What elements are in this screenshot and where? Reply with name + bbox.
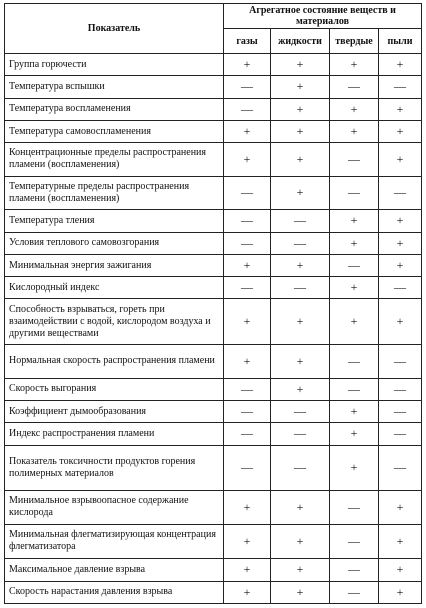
row-label: Минимальное взрывоопасное содержание кислорода (5, 491, 224, 524)
value-mark: — (348, 562, 360, 577)
value-mark: — (294, 235, 306, 250)
value-mark: + (350, 314, 358, 329)
row-label: Группа горючести (5, 54, 224, 76)
value-cell (330, 176, 379, 209)
value-mark: — (241, 426, 253, 441)
value-mark: + (350, 124, 358, 139)
value-cell (224, 254, 271, 276)
table-row (5, 54, 422, 76)
value-mark: — (348, 499, 360, 514)
value-cell (224, 120, 271, 142)
value-cell (271, 120, 330, 142)
value-mark: + (243, 124, 251, 139)
value-mark: — (241, 460, 253, 475)
table-row (5, 400, 422, 422)
value-cell (224, 76, 271, 98)
value-cell (224, 176, 271, 209)
value-mark: + (243, 151, 251, 166)
value-cell (224, 400, 271, 422)
value-mark: — (294, 213, 306, 228)
value-cell (379, 120, 422, 142)
value-mark: + (350, 460, 358, 475)
value-cell (379, 76, 422, 98)
value-mark: + (296, 124, 304, 139)
table-row (5, 98, 422, 120)
value-cell (379, 232, 422, 254)
value-mark: — (348, 258, 360, 272)
table-row (5, 559, 422, 581)
value-mark: + (243, 258, 251, 272)
value-cell (271, 581, 330, 604)
value-mark: — (348, 185, 360, 200)
value-mark: + (396, 124, 404, 139)
value-cell (271, 423, 330, 445)
value-mark: + (296, 185, 304, 200)
value-mark: + (296, 562, 304, 577)
value-cell (330, 210, 379, 232)
value-cell (271, 299, 330, 345)
value-cell (271, 277, 330, 299)
value-mark: + (350, 404, 358, 419)
value-cell (379, 277, 422, 299)
value-mark: + (243, 57, 251, 72)
value-cell (224, 445, 271, 491)
value-mark: + (243, 499, 251, 514)
value-cell (271, 54, 330, 76)
table-row (5, 254, 422, 276)
value-mark: + (296, 381, 304, 396)
value-cell (379, 254, 422, 276)
table-row (5, 524, 422, 559)
value-mark: + (243, 562, 251, 577)
value-cell (330, 277, 379, 299)
state-group-header: Агрегатное состояние веществ и материалов (224, 4, 422, 29)
table-row (5, 277, 422, 299)
value-mark: + (243, 314, 251, 329)
value-mark: — (348, 151, 360, 166)
value-mark: + (396, 584, 404, 599)
value-mark: + (396, 499, 404, 514)
value-cell (379, 176, 422, 209)
value-cell (330, 423, 379, 445)
value-cell (224, 423, 271, 445)
value-cell (330, 491, 379, 524)
value-cell (224, 491, 271, 524)
value-cell (379, 445, 422, 491)
value-mark: + (296, 353, 304, 368)
table-row (5, 423, 422, 445)
value-mark: + (296, 258, 304, 272)
col-header-dusts: пыли (379, 29, 422, 54)
value-mark: + (396, 235, 404, 250)
row-label: Минимальная энергия зажигания (5, 254, 224, 276)
value-cell (330, 98, 379, 120)
value-mark: — (241, 213, 253, 228)
value-mark: + (350, 213, 358, 228)
value-cell (224, 277, 271, 299)
value-cell (224, 378, 271, 400)
value-mark: + (296, 151, 304, 166)
value-mark: + (396, 101, 404, 116)
value-mark: + (243, 584, 251, 599)
row-label: Температура тления (5, 210, 224, 232)
value-mark: — (348, 353, 360, 368)
value-cell (379, 98, 422, 120)
value-mark: + (296, 314, 304, 329)
value-mark: — (394, 404, 407, 419)
row-label: Нормальная скорость распространения пламени (5, 345, 224, 378)
value-mark: + (296, 533, 304, 548)
value-cell (379, 54, 422, 76)
row-label: Индекс распространения пламени (5, 423, 224, 445)
value-mark: + (296, 79, 304, 94)
value-mark: — (241, 185, 253, 200)
value-cell (379, 345, 422, 378)
value-mark: — (294, 404, 306, 419)
col-header-liquids: жидкости (271, 29, 330, 54)
value-mark: — (348, 533, 360, 548)
row-label: Максимальное давление взрыва (5, 559, 224, 581)
row-label: Способность взрываться, гореть при взаимодействии с водой, кислородом воздуха и другими веществами (5, 299, 224, 345)
value-mark: + (396, 213, 404, 228)
value-cell (224, 524, 271, 559)
value-cell (379, 299, 422, 345)
row-label: Условия теплового самовозгорания (5, 232, 224, 254)
table-row (5, 581, 422, 604)
value-mark: — (394, 381, 407, 396)
table-row (5, 345, 422, 378)
value-mark: + (350, 426, 358, 441)
value-cell (330, 254, 379, 276)
value-mark: + (296, 499, 304, 514)
row-label: Температура воспламенения (5, 98, 224, 120)
value-cell (330, 524, 379, 559)
value-cell (224, 143, 271, 176)
table-row (5, 76, 422, 98)
properties-table (4, 3, 422, 604)
row-label: Температурные пределы распространения пламени (воспламенения) (5, 176, 224, 209)
col-header-gases: газы (224, 29, 271, 54)
value-cell (330, 559, 379, 581)
value-mark: + (350, 280, 358, 295)
value-cell (271, 559, 330, 581)
row-label: Температура вспышки (5, 76, 224, 98)
value-cell (271, 345, 330, 378)
row-label: Концентрационные пределы распространения пламени (воспламенения) (5, 143, 224, 176)
value-cell (271, 76, 330, 98)
value-mark: + (396, 314, 404, 329)
value-cell (271, 254, 330, 276)
value-mark: + (243, 353, 251, 368)
value-mark: — (241, 79, 253, 94)
value-cell (271, 378, 330, 400)
table-row (5, 445, 422, 491)
value-cell (330, 54, 379, 76)
value-cell (379, 581, 422, 604)
value-mark: — (394, 280, 407, 295)
value-cell (379, 491, 422, 524)
value-cell (224, 210, 271, 232)
value-cell (271, 143, 330, 176)
value-cell (271, 98, 330, 120)
row-label: Коэффициент дымообразования (5, 400, 224, 422)
value-cell (330, 378, 379, 400)
value-cell (224, 345, 271, 378)
value-mark: — (394, 79, 407, 94)
table-row (5, 176, 422, 209)
value-cell (271, 491, 330, 524)
table-row (5, 491, 422, 524)
value-mark: — (394, 460, 407, 475)
value-cell (224, 54, 271, 76)
value-mark: — (394, 185, 407, 200)
value-mark: — (241, 101, 253, 116)
value-cell (224, 581, 271, 604)
value-mark: + (350, 57, 358, 72)
row-label: Скорость выгорания (5, 378, 224, 400)
value-cell (271, 232, 330, 254)
value-mark: + (243, 533, 251, 548)
table-row (5, 120, 422, 142)
row-label: Минимальная флегматизирующая концентрация флегматизатора (5, 524, 224, 559)
value-cell (379, 524, 422, 559)
value-mark: + (396, 57, 404, 72)
value-mark: — (348, 79, 360, 94)
row-label: Показатель токсичности продуктов горения полимерных материалов (5, 445, 224, 491)
value-mark: + (296, 101, 304, 116)
value-cell (271, 445, 330, 491)
value-mark: — (241, 381, 253, 396)
row-label: Кислородный индекс (5, 277, 224, 299)
value-cell (330, 299, 379, 345)
value-cell (224, 299, 271, 345)
row-label: Температура самовоспламенения (5, 120, 224, 142)
value-cell (379, 210, 422, 232)
value-cell (379, 559, 422, 581)
value-cell (224, 232, 271, 254)
value-cell (271, 524, 330, 559)
table-row (5, 232, 422, 254)
value-mark: — (394, 426, 407, 441)
value-mark: — (241, 280, 253, 295)
value-mark: — (241, 404, 253, 419)
value-cell (330, 143, 379, 176)
value-cell (379, 423, 422, 445)
table-row (5, 210, 422, 232)
value-cell (330, 445, 379, 491)
value-cell (330, 232, 379, 254)
value-cell (330, 345, 379, 378)
value-cell (330, 120, 379, 142)
value-mark: + (296, 584, 304, 599)
value-mark: — (348, 381, 360, 396)
param-header: Показатель (5, 4, 224, 54)
value-mark: — (294, 426, 306, 441)
value-mark: — (294, 460, 306, 475)
value-cell (224, 559, 271, 581)
value-mark: — (394, 353, 407, 368)
value-cell (271, 176, 330, 209)
table-row (5, 299, 422, 345)
value-mark: + (396, 151, 404, 166)
value-mark: — (294, 280, 306, 295)
value-mark: + (396, 562, 404, 577)
value-cell (330, 400, 379, 422)
table-row (5, 143, 422, 176)
col-header-solids: твердые (330, 29, 379, 54)
value-mark: + (396, 533, 404, 548)
value-cell (379, 143, 422, 176)
value-mark: + (396, 258, 404, 272)
value-mark: + (350, 101, 358, 116)
value-cell (379, 400, 422, 422)
value-cell (271, 400, 330, 422)
value-mark: + (350, 235, 358, 250)
value-mark: — (241, 235, 253, 250)
value-cell (271, 210, 330, 232)
table-row (5, 378, 422, 400)
value-mark: + (296, 57, 304, 72)
value-cell (330, 581, 379, 604)
value-mark: — (348, 584, 360, 599)
table-body (5, 54, 422, 604)
row-label: Скорость нарастания давления взрыва (5, 581, 224, 604)
value-cell (330, 76, 379, 98)
value-cell (379, 378, 422, 400)
value-cell (224, 98, 271, 120)
